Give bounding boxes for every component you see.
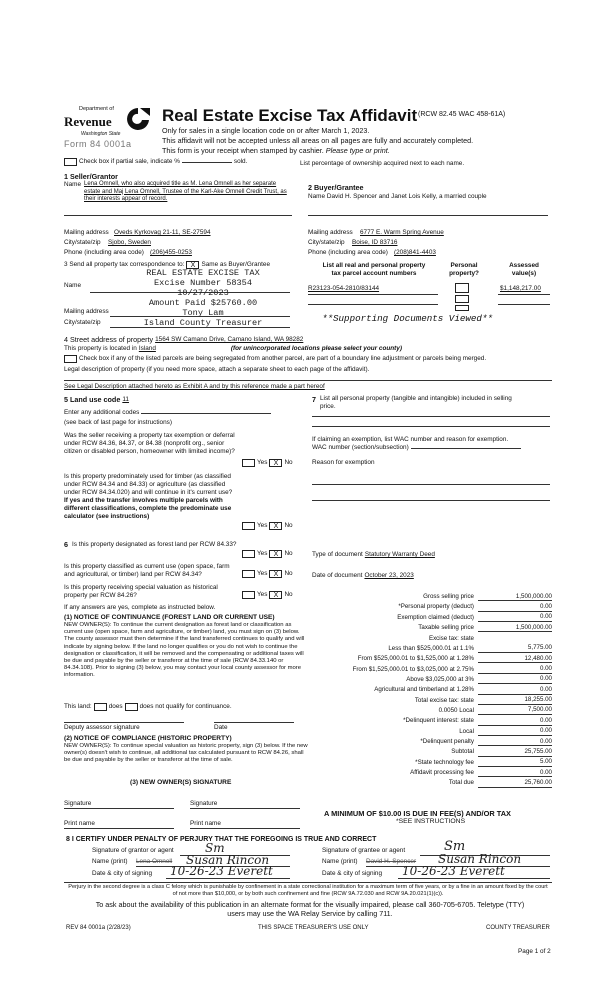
- tax-label: *Delinquent penalty: [420, 738, 474, 746]
- notice2-text: NEW OWNER(S): To continue special valuation as historic property, sign (3) below. If the new owner(s) doesn't wish to continue, all additional tax calculated pursuant to RCW 84.26, shall be due and payable by the seller or transferor at the time of sale.: [64, 743, 308, 764]
- no-label: No: [284, 459, 293, 466]
- tax-row: [318, 716, 556, 726]
- tax-row: [318, 675, 556, 685]
- segregated-text: Check box if any of the listed parcels are being segregated from another parcel, are part of a boundary line adjustment or parcels being merged.: [79, 355, 487, 362]
- segregated-checkbox[interactable]: [64, 355, 77, 363]
- tax-value[interactable]: 5,775.00: [478, 644, 552, 653]
- yes-label: Yes: [257, 570, 268, 577]
- s6-q1: Is this property designated as forest land per RCW 84.33?: [72, 541, 237, 548]
- does-not-label: does not qualify for continuance.: [139, 703, 232, 710]
- owner-sig-label-1: Signature: [64, 800, 92, 807]
- s5-q2-no[interactable]: X: [269, 522, 282, 530]
- tax-value[interactable]: 0.00: [478, 727, 552, 736]
- stamp-line2: Excise Number 58354: [154, 278, 252, 288]
- treasurer-stamp: [118, 268, 288, 328]
- stamp-line3: 10/27/2023: [177, 288, 229, 298]
- partial-label: Check box if partial sale, indicate %: [79, 158, 180, 165]
- s5-q1-yes[interactable]: [242, 459, 255, 467]
- exempt-label: If claiming an exemption, list WAC number and reason for exemption.: [312, 436, 509, 443]
- doc-date-label: Date of document: [312, 572, 363, 579]
- doc-type[interactable]: Statutory Warranty Deed: [364, 551, 435, 558]
- corr-city-label: City/state/zip: [64, 319, 101, 326]
- tax-row: [318, 602, 556, 612]
- doc-date[interactable]: October 23, 2023: [364, 572, 414, 579]
- tax-row: [318, 727, 556, 737]
- statute: (RCW 82.45 WAC 458-61A): [418, 111, 506, 118]
- grantor-name-label: Name (print): [92, 858, 128, 865]
- notice2-heading: (2) NOTICE OF COMPLIANCE (HISTORIC PROPERTY): [64, 735, 232, 742]
- minimum-notice: A MINIMUM OF $10.00 IS DUE IN FEE(S) AND/OR TAX: [324, 809, 511, 818]
- stamp-line1: REAL ESTATE EXCISE TAX: [146, 268, 260, 278]
- grantor-date-label: Date & city of signing: [92, 870, 153, 877]
- seller-city: Sjobo, Sweden: [108, 239, 151, 246]
- tax-value[interactable]: 0.00: [478, 769, 552, 778]
- grantor-signature: Sm: [205, 841, 225, 855]
- form-number: Form 84 0001a: [64, 139, 132, 149]
- tax-value[interactable]: 25,755.00: [478, 748, 552, 757]
- tax-label: Total excise tax: state: [414, 696, 474, 704]
- grantee-print: Susan Rincon: [438, 852, 522, 866]
- tax-value[interactable]: 0.00: [478, 675, 552, 684]
- tax-label: Total due: [448, 779, 474, 787]
- tax-value[interactable]: 25,760.00: [478, 779, 552, 788]
- same-as-buyer-checkbox[interactable]: X: [186, 261, 199, 269]
- doc-type-label: Type of document: [312, 551, 363, 558]
- s6-heading: 6: [64, 540, 68, 549]
- s6-q3: Is this property receiving special valuation as historical property per RCW 84.26?: [64, 584, 218, 599]
- legal-exhibit: See Legal Description attached hereto as Exhibit A and by this reference made a part hereof: [64, 383, 325, 390]
- dept-of: Department of: [79, 106, 114, 112]
- buyer-name-label: Name: [308, 193, 326, 200]
- s7-text: List all personal property (tangible and intangible) included in selling price.: [320, 395, 512, 410]
- seller-mail-label: Mailing address: [64, 229, 109, 236]
- no-label: No: [284, 550, 293, 557]
- state-name: Washington State: [81, 131, 121, 137]
- s5-q1-no[interactable]: X: [269, 459, 282, 467]
- corr-same: Same as Buyer/Grantee: [201, 261, 270, 268]
- s5-q1: Was the seller receiving a property tax exemption or deferral under RCW 84.36, 84.37, or 84.38 (nonprofit org., senior citizen or disabled person, homeowner with limited income)?: [64, 432, 235, 455]
- tax-row: [318, 778, 556, 788]
- tax-label: Subtotal: [451, 748, 474, 756]
- tax-value[interactable]: 5.00: [478, 758, 552, 767]
- seller-name: Lena Omnell, who also acquired title as M. Lena Omnell as her separate estate and Maj Lena Omnell, Trustee of the Karl-Ake Omnell Credit Trust, as their interests appear of record.: [84, 181, 287, 202]
- tax-label: From $525,000.01 to $1,525,000 at 1.28%: [357, 655, 474, 663]
- tax-row: [318, 696, 556, 706]
- s6-q2-yes[interactable]: [242, 570, 255, 578]
- header-line2: This affidavit will not be accepted unless all areas on all pages are fully and accurately completed.: [162, 136, 474, 145]
- page-number: Page 1 of 2: [518, 948, 551, 955]
- county-treasurer: COUNTY TREASURER: [486, 925, 550, 931]
- personal-property-checkbox-2[interactable]: [455, 295, 469, 303]
- this-land: This land:: [64, 703, 92, 710]
- s6-q2: Is this property classified as current use (open space, farm and agricultural, or timber) land per RCW 84.34?: [64, 563, 230, 578]
- notice3-heading: (3) NEW OWNER(S) SIGNATURE: [130, 779, 232, 786]
- buyer-mail: 6777 E. Warm Spring Avenue: [360, 229, 444, 236]
- parcel-h3: Assessed: [509, 262, 539, 269]
- supporting-docs: **Supporting Documents Viewed**: [322, 313, 493, 324]
- grantee-name-struck: David H. Spencer: [366, 858, 417, 865]
- tax-row: [318, 613, 556, 623]
- stamp-line4: Amount Paid $25760.00: [148, 298, 258, 308]
- seller-phone: (206)455-0253: [150, 249, 192, 256]
- corr-mail-label: Mailing address: [64, 308, 109, 315]
- s5-q2b: If yes and the transfer involves multiple parcels with different classifications, complete the predominate use calculator (see instructions): [64, 497, 232, 520]
- yes-label: Yes: [257, 550, 268, 557]
- tax-label: From $1,525,000.01 to $3,025,000 at 2.75%: [352, 665, 474, 673]
- land-use-code[interactable]: 11: [122, 395, 129, 403]
- county-note: (for unincorporated locations please select your county): [230, 345, 402, 352]
- tax-value[interactable]: 18,255.00: [478, 696, 552, 705]
- seller-mail: Oveds Kyrkovag 21-11, SE-27594: [114, 229, 211, 236]
- tax-value[interactable]: 0.00: [478, 665, 552, 674]
- tax-label: 0.0050 Local: [438, 706, 474, 714]
- see-back: (see back of last page for instructions): [64, 419, 172, 426]
- land-use-heading: 5 Land use code: [64, 395, 121, 404]
- tax-row: [318, 758, 556, 768]
- buyer-heading: 2 Buyer/Grantee: [308, 183, 364, 192]
- tax-label: Local: [459, 727, 474, 735]
- certify-heading: 8 I CERTIFY UNDER PENALTY OF PERJURY THAT THE FOREGOING IS TRUE AND CORRECT: [66, 836, 377, 843]
- tax-label: Above $3,025,000 at 3%: [406, 675, 474, 683]
- notice1-text: NEW OWNER(S): To continue the current designation as forest land or classification as current use (open space, farm and agriculture, or timber) land, you must sign on (3) below. The county assessor must then determine if the land transferred continues to qualify and will indicate by signing below. If the land no longer qualifies or you do not wish to continue the designation or classification, it will be removed and the compensating or additional taxes will be due and payable by the seller or transferor at the time of sale (RCW 84.33.140 or 84.34.108). Prior to signing (3) below, you may contact your local county assessor for more information.: [64, 622, 305, 679]
- owner-print-label-2: Print name: [190, 820, 221, 827]
- no-label: No: [284, 570, 293, 577]
- owner-sig-label-2: Signature: [190, 800, 218, 807]
- owner-print-label-1: Print name: [64, 820, 95, 827]
- buyer-phone: (208)841-4403: [394, 249, 436, 256]
- s6-q3-no[interactable]: X: [269, 591, 282, 599]
- tax-label: Less than $525,000.01 at 1.1%: [388, 644, 474, 652]
- tax-row: [318, 644, 556, 654]
- yes-label: Yes: [257, 459, 268, 466]
- s6-q2-no[interactable]: X: [269, 570, 282, 578]
- no-label: No: [284, 591, 293, 598]
- buyer-mail-label: Mailing address: [308, 229, 353, 236]
- property-heading: 4 Street address of property: [64, 335, 154, 344]
- seller-name-label: Name: [64, 181, 82, 188]
- tax-label: Gross selling price: [423, 593, 474, 601]
- header-line3b: Please type or print.: [325, 146, 390, 155]
- tax-row: [318, 747, 556, 757]
- stamp-line5: Tony Lam: [182, 308, 224, 318]
- s6-note: If any answers are yes, complete as instructed below.: [64, 604, 216, 611]
- tax-row: [318, 592, 556, 602]
- additional-codes: Enter any additional codes: [64, 409, 140, 416]
- tax-label: Exemption claimed (deduct): [397, 613, 474, 621]
- partial-sold: sold.: [233, 158, 248, 165]
- header-line1: Only for sales in a single location code on or after March 1, 2023.: [162, 126, 370, 135]
- buyer-name: David H. Spencer and Janet Lois Kelly, a married couple: [326, 193, 487, 200]
- tax-value[interactable]: 0.00: [478, 613, 552, 622]
- tax-label: Taxable selling price: [418, 624, 474, 632]
- tax-row: [318, 706, 556, 716]
- tax-row: [318, 737, 556, 747]
- access-text: To ask about the availability of this publication in an alternate format for the visually impaired, please call 360-705-6705. Teletype (TTY) users may use the WA Relay Service by calling 711.: [95, 900, 525, 918]
- property-address: 1564 SW Camano Drive, Camano Island, WA 98282: [155, 335, 304, 343]
- parcel-h1: List all real and personal property: [322, 262, 426, 269]
- tax-label: Affidavit processing fee: [410, 769, 474, 777]
- ownership-label: List percentage of ownership acquired next to each name.: [300, 160, 465, 167]
- tax-value[interactable]: 12,480.00: [478, 655, 552, 664]
- grantee-date-label: Date & city of signing: [322, 870, 383, 877]
- parcel-h3b: value(s): [511, 270, 537, 277]
- tax-value[interactable]: 0.00: [478, 686, 552, 695]
- tax-label: *Delinquent interest: state: [403, 717, 474, 725]
- grantor-sig-label: Signature of grantor or agent: [92, 847, 174, 854]
- tax-value[interactable]: 1,500,000.00: [478, 593, 552, 602]
- see-instructions: *SEE INSTRUCTIONS: [396, 818, 466, 825]
- yes-label: Yes: [257, 522, 268, 529]
- tax-label: Agricultural and timberland at 1.28%: [374, 686, 474, 694]
- seller-heading: 1 Seller/Grantor: [64, 172, 118, 181]
- partial-sale-checkbox[interactable]: [64, 158, 77, 166]
- stamp-line6: Island County Treasurer: [143, 318, 263, 328]
- buyer-city: Boise, ID 83716: [352, 239, 398, 246]
- notice1-heading: (1) NOTICE OF CONTINUANCE (FOREST LAND OR CURRENT USE): [64, 614, 275, 621]
- buyer-city-label: City/state/zip: [308, 239, 345, 246]
- grantee-signature: Sm: [444, 839, 466, 854]
- tax-row: [318, 685, 556, 695]
- county-label: This property is located in: [64, 345, 137, 352]
- grantor-name-struck: Lena Omnell: [136, 858, 173, 865]
- deputy-date-label: Date: [214, 724, 228, 731]
- parcel-h2b: property?: [449, 270, 479, 277]
- s7-heading: 7: [312, 395, 316, 404]
- tax-row: [318, 768, 556, 778]
- tax-value[interactable]: 0.00: [478, 603, 552, 612]
- does-label: does: [108, 703, 123, 710]
- buyer-phone-label: Phone (including area code): [308, 249, 388, 256]
- grantee-sig-label: Signature of grantee or agent: [322, 847, 406, 854]
- parcel-number: R23123-054-2810/83144: [308, 285, 380, 292]
- personal-property-checkbox-3[interactable]: [455, 305, 469, 311]
- grantee-date: 10-26-23 Everett: [402, 864, 505, 878]
- reason-label: Reason for exemption: [312, 459, 375, 466]
- wac-label: WAC number (section/subsection): [312, 444, 409, 451]
- header-line3: This form is your receipt when stamped by cashier.: [162, 146, 324, 155]
- tax-label: Excise tax: state: [428, 634, 474, 642]
- tax-value[interactable]: 1,500,000.00: [478, 624, 552, 633]
- tax-row: [318, 623, 556, 633]
- revenue-logo-icon: [124, 106, 152, 132]
- perjury-text: Perjury in the second degree is a class C felony which is punishable by confinement in a state correctional institution for a maximum term of five years, or by a fine in an amount fixed by the court of not more than $10,000, or by both such confinement and fine (RCW 9A.72.030 and RCW 9A.20.021(1)(c)).: [68, 884, 548, 897]
- tax-value[interactable]: 0.00: [478, 717, 552, 726]
- county[interactable]: Island: [138, 345, 156, 352]
- tax-value[interactable]: 0.00: [478, 738, 552, 747]
- seller-city-label: City/state/zip: [64, 239, 101, 246]
- s5-q2-yes[interactable]: [242, 522, 255, 530]
- tax-row: [318, 664, 556, 674]
- s6-q1-yes[interactable]: [242, 550, 255, 558]
- tax-row: [318, 633, 556, 643]
- revenue-logo-text: Revenue: [64, 114, 112, 129]
- legal-description-label: Legal description of property (if you need more space, attach a separate sheet to each page of the affidavit).: [64, 366, 370, 373]
- personal-property-checkbox-1[interactable]: [455, 283, 469, 293]
- does-checkbox[interactable]: [94, 703, 107, 711]
- yes-label: Yes: [257, 591, 268, 598]
- treasurer-space: THIS SPACE TREASURER'S USE ONLY: [258, 925, 369, 931]
- parcel-h2: Personal: [450, 262, 478, 269]
- seller-phone-label: Phone (including area code): [64, 249, 144, 256]
- grantor-print: Susan Rincon: [186, 853, 270, 867]
- parcel-value: $1,148,217.00: [500, 285, 541, 292]
- tax-value[interactable]: 7,500.00: [478, 706, 552, 715]
- grantor-date: 10-26-23 Everett: [170, 864, 273, 878]
- tax-row: [318, 654, 556, 664]
- grantee-name-label: Name (print): [322, 858, 358, 865]
- deputy-sig-label: Deputy assessor signature: [64, 724, 140, 731]
- s6-q3-yes[interactable]: [242, 591, 255, 599]
- corr-name-label: Name: [64, 282, 82, 289]
- corr-heading: 3 Send all property tax correspondence to:: [64, 261, 185, 268]
- rev-number: REV 84 0001a (2/28/23): [66, 925, 131, 931]
- parcel-h1b: tax parcel account numbers: [331, 270, 417, 277]
- no-label: No: [284, 522, 293, 529]
- tax-label: *State technology fee: [415, 758, 474, 766]
- tax-label: *Personal property (deduct): [398, 603, 474, 611]
- s5-q2: Is this property predominately used for timber (as classified under RCW 84.34 and 84.33) or agriculture (as classified under RCW 84.34.020) and will continue in it's current use?: [64, 473, 233, 496]
- s6-q1-no[interactable]: X: [269, 550, 282, 558]
- page-title: Real Estate Excise Tax Affidavit: [162, 106, 418, 125]
- does-not-checkbox[interactable]: [125, 703, 138, 711]
